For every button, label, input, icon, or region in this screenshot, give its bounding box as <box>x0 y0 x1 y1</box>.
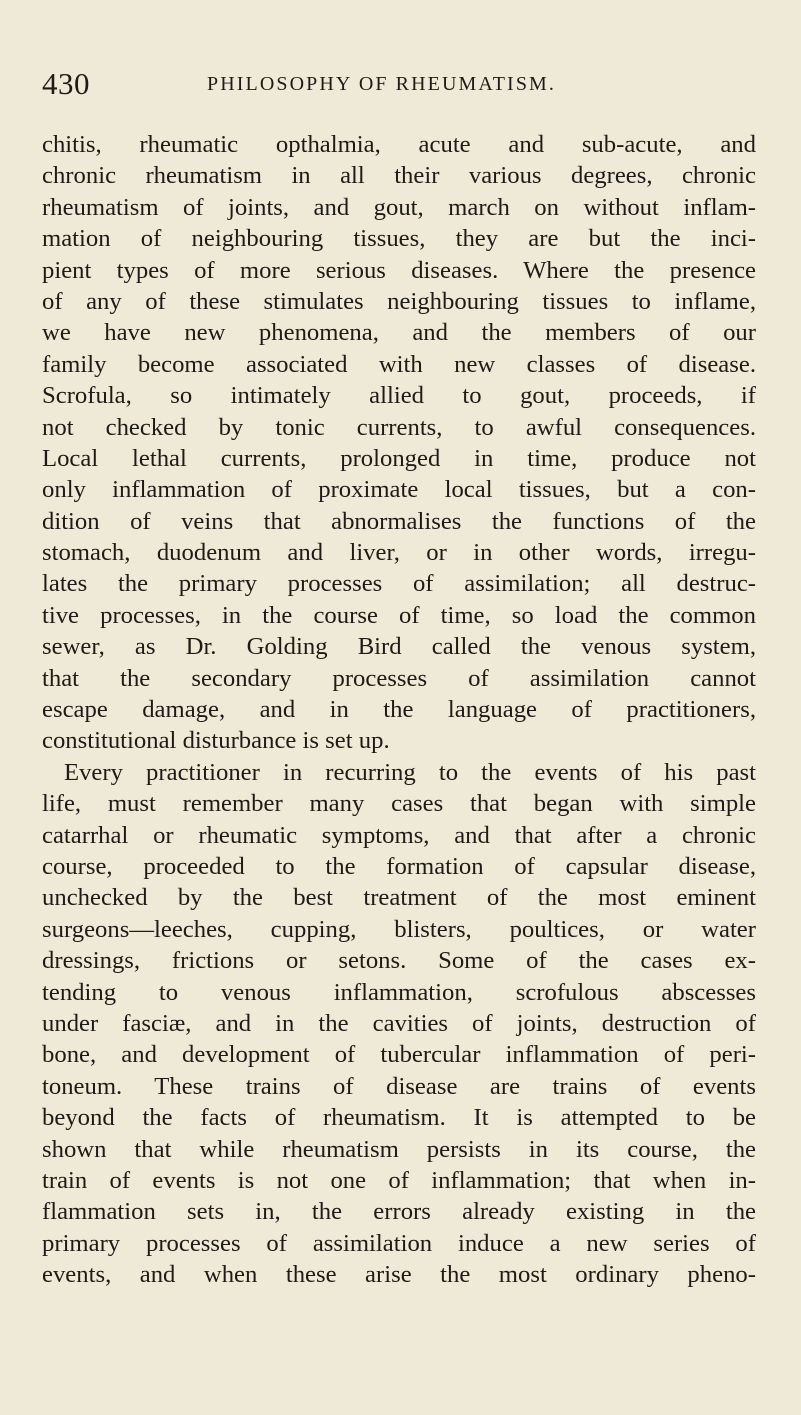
text-line: pient types of more serious diseases. Where the presence <box>42 256 756 284</box>
text-line: Scrofula, so intimately allied to gout, proceeds, if <box>42 382 756 410</box>
text-line: constitutional disturbance is set up. <box>42 727 390 755</box>
text-line: rheumatism of joints, and gout, march on without inflam- <box>42 193 756 221</box>
body-text <box>42 129 756 1290</box>
text-line: sewer, as Dr. Golding Bird called the venous system, <box>42 633 756 661</box>
text-line: beyond the facts of rheumatism. It is attempted to be <box>42 1104 756 1132</box>
text-line: stomach, duodenum and liver, or in other words, irregu- <box>42 539 756 567</box>
text-line: only inflammation of proximate local tissues, but a con- <box>42 476 756 504</box>
text-line: surgeons—leeches, cupping, blisters, poultices, or water <box>42 915 756 943</box>
text-line: chronic rheumatism in all their various degrees, chronic <box>42 162 756 190</box>
text-line: not checked by tonic currents, to awful consequences. <box>42 413 756 441</box>
text-line: lates the primary processes of assimilation; all destruc- <box>42 570 756 598</box>
page-header <box>42 66 758 102</box>
text-line: Local lethal currents, prolonged in time, produce not <box>42 444 756 472</box>
text-line: of any of these stimulates neighbouring tissues to inflame, <box>42 287 756 315</box>
text-line: dressings, frictions or setons. Some of the cases ex- <box>42 947 756 975</box>
text-line: escape damage, and in the language of practitioners, <box>42 696 756 724</box>
text-line: family become associated with new classes of disease. <box>42 350 756 378</box>
text-line: that the secondary processes of assimilation cannot <box>42 664 756 692</box>
text-line: toneum. These trains of disease are trains of events <box>42 1072 756 1100</box>
text-line: we have new phenomena, and the members of our <box>42 319 756 347</box>
text-line: Every practitioner in recurring to the events of his past <box>64 758 756 786</box>
text-line: course, proceeded to the formation of capsular disease, <box>42 852 756 880</box>
text-line: tive processes, in the course of time, so load the common <box>42 601 756 629</box>
text-line: shown that while rheumatism persists in its course, the <box>42 1135 756 1163</box>
text-line: bone, and development of tubercular inflammation of peri- <box>42 1041 756 1069</box>
text-line: primary processes of assimilation induce a new series of <box>42 1229 756 1257</box>
text-line: dition of veins that abnormalises the functions of the <box>42 507 756 535</box>
text-line: tending to venous inflammation, scrofulous abscesses <box>42 978 756 1006</box>
text-line: flammation sets in, the errors already existing in the <box>42 1198 756 1226</box>
page-number: 430 <box>42 66 90 101</box>
text-line: unchecked by the best treatment of the most eminent <box>42 884 756 912</box>
text-line: chitis, rheumatic opthalmia, acute and sub-acute, and <box>42 131 756 158</box>
running-head: PHILOSOPHY OF RHEUMATISM. <box>207 73 557 95</box>
text-line: life, must remember many cases that began with simple <box>42 790 756 818</box>
text-line: mation of neighbouring tissues, they are but the inci- <box>42 225 756 253</box>
text-line: train of events is not one of inflammation; that when in- <box>42 1166 756 1194</box>
text-line: catarrhal or rheumatic symptoms, and that after a chronic <box>42 821 756 849</box>
text-line: under fasciæ, and in the cavities of joints, destruction of <box>42 1009 756 1037</box>
text-line: events, and when these arise the most ordinary pheno- <box>42 1261 756 1289</box>
